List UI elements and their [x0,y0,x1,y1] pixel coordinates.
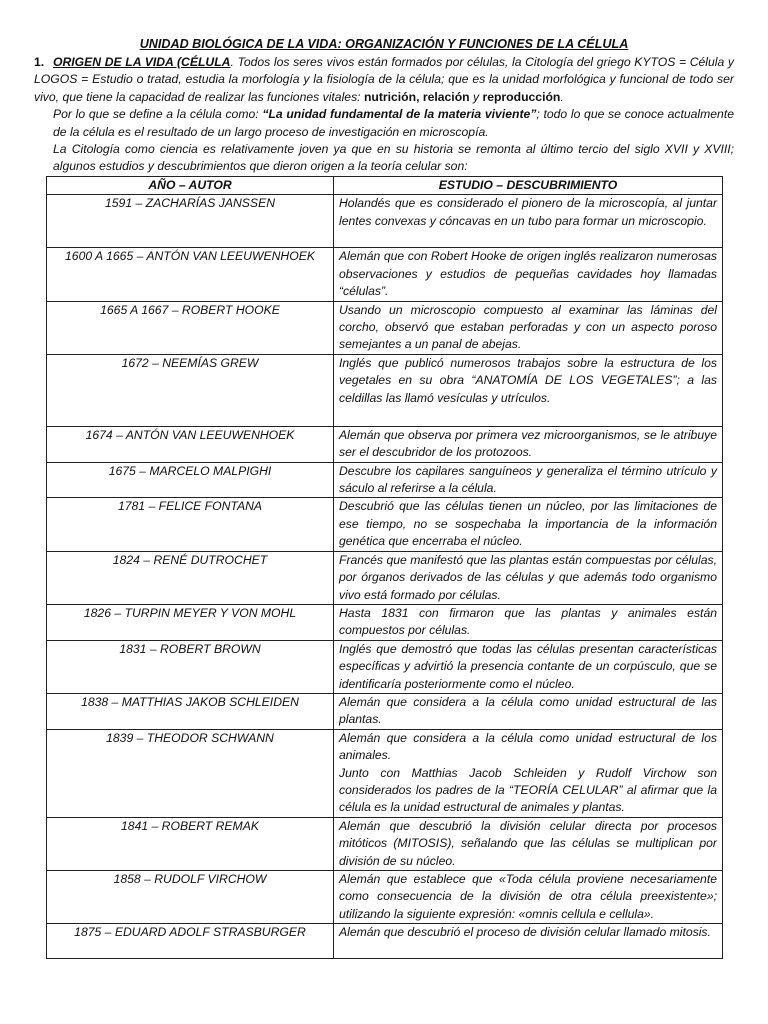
table-row [47,248,723,301]
row-description: Alemán que con Robert Hooke de origen inglés realizaron numerosas observaciones y estudios de pequeñas cavidades hoy llamadas “células”. [334,248,723,301]
row-description: Hasta 1831 con firmaron que las plantas y animales están compuestos por células. [334,604,723,640]
row-author: 1674 – ANTÓN VAN LEEUWENHOEK [47,426,334,462]
document-title: UNIDAD BIOLÓGICA DE LA VIDA: ORGANIZACIÓN Y FUNCIONES DE LA CÉLULA [139,37,629,51]
definition-text: Por lo que se define a la célula como: [53,107,263,122]
table-row [47,195,723,248]
intro-bold-reproduction: reproducción [482,89,561,104]
row-description: Alemán que descubrió el proceso de división celular llamado mitosis. [334,924,723,959]
table-row [47,729,723,817]
table-row [47,551,723,604]
row-author: 1826 – TURPIN MEYER Y VON MOHL [47,604,334,640]
table-row [47,817,723,870]
row-description: Descubre los capilares sanguíneos y generaliza el término utrículo y sáculo al referirse a la célula. [334,462,723,498]
table-row [47,301,723,354]
table-header-row [47,177,723,195]
row-description: Francés que manifestó que las plantas están compuestas por células, por órganos derivados de las células y que además todo organismo vivo está formado por células. [334,551,723,604]
row-description: Holandés que es considerado el pionero de la microscopía, al juntar lentes convexas y cóncavas en un tubo para formar un microscopio. [334,195,723,248]
intro-end: . [560,89,564,104]
row-description: Alemán que establece que «Toda célula proviene necesariamente como consecuencia de la división de otra célula preexistente»; utilizando la siguiente expresión: «omnis cellula e cellula». [334,871,723,924]
section-number: 1. [34,55,45,69]
row-author: 1841 – ROBERT REMAK [47,817,334,870]
row-description [334,729,723,817]
table-row [47,462,723,498]
intro-paragraph-2 [34,106,734,141]
row-author: 1824 – RENÉ DUTROCHET [47,551,334,604]
definition-quote: “La unidad fundamental de la materia viviente” [262,107,537,122]
intro-text: . Todos los seres vivos están formados por células, la Citología del griego KYTOS = Célula y LOGOS = Estudio o tratad, estudia la morfología y la fisiología de la célula; que es la unidad morfológica y funcional de todo ser vivo, que tiene la capacidad de realizar las funciones vitales: [34,55,734,104]
header-discovery: ESTUDIO – DESCUBRIMIENTO [334,177,723,195]
intro-connector: y [469,89,483,104]
table-row [47,426,723,462]
row-author: 1875 – EDUARD ADOLF STRASBURGER [47,924,334,959]
row-author: 1831 – ROBERT BROWN [47,640,334,693]
row-author: 1675 – MARCELO MALPIGHI [47,462,334,498]
row-description: Inglés que demostró que todas las células presentan características específicas y advirtió la presencia contante de un corpúsculo, que se identificaría posteriormente como el núcleo. [334,640,723,693]
row-description: Descubrió que las células tienen un núcleo, por las limitaciones de ese tiempo, no se sospechaba la importancia de la información genética que encerraba el núcleo. [334,498,723,551]
table-row [47,640,723,693]
section-title: ORIGEN DE LA VIDA (CÉLULA [53,55,231,69]
intro-paragraph-1 [34,54,734,106]
table-row [47,498,723,551]
table-row [47,871,723,924]
row-author: 1672 – NEEMÍAS GREW [47,354,334,426]
row-author: 1665 A 1667 – ROBERT HOOKE [47,301,334,354]
row-description: Alemán que observa por primera vez microorganismos, se le atribuye ser el descubridor de los protozoos. [334,426,723,462]
row-description-note: Junto con Matthias Jacob Schleiden y Rudolf Virchow son considerados los padres de la “TEORÍA CELULAR” al afirmar que la célula es la unidad estructural de animales y plantas. [339,765,717,815]
definition-end: ; todo lo que se conoce actualmente de la célula es el resultado de un largo proceso de investigación en microscopía. [53,107,734,139]
row-description-main: Alemán que considera a la célula como unidad estructural de los animales. [339,730,717,763]
discovery-table [46,176,723,959]
row-description: Usando un microscopio compuesto al examinar las láminas del corcho, observó que estaban perforadas y con un aspecto poroso semejantes a un panal de abejas. [334,301,723,354]
intro-bold-functions: nutrición, relación [363,89,470,104]
row-author: 1600 A 1665 – ANTÓN VAN LEEUWENHOEK [47,248,334,301]
table-row [47,604,723,640]
section-intro [34,54,734,176]
intro-paragraph-3: La Citología como ciencia es relativamente joven ya que en su historia se remonta al último tercio del siglo XVII y XVIII; algunos estudios y descubrimientos que dieron origen a la teoría celular son: [53,142,734,174]
header-author: AÑO – AUTOR [47,177,334,195]
row-author: 1781 – FELICE FONTANA [47,498,334,551]
row-author: 1591 – ZACHARÍAS JANSSEN [47,195,334,248]
row-description: Alemán que descubrió la división celular directa por procesos mitóticos (MITOSIS), señalando que las células se multiplican por división de su núcleo. [334,817,723,870]
row-author: 1838 – MATTHIAS JAKOB SCHLEIDEN [47,693,334,729]
row-description: Inglés que publicó numerosos trabajos sobre la estructura de los vegetales en su obra “ANATOMÍA DE LOS VEGETALES”; a las celdillas las llamó vesículas y utrículos. [334,354,723,426]
row-author: 1839 – THEODOR SCHWANN [47,729,334,817]
row-description: Alemán que considera a la célula como unidad estructural de las plantas. [334,693,723,729]
table-row [47,693,723,729]
table-row [47,924,723,959]
row-author: 1858 – RUDOLF VIRCHOW [47,871,334,924]
table-row [47,354,723,426]
